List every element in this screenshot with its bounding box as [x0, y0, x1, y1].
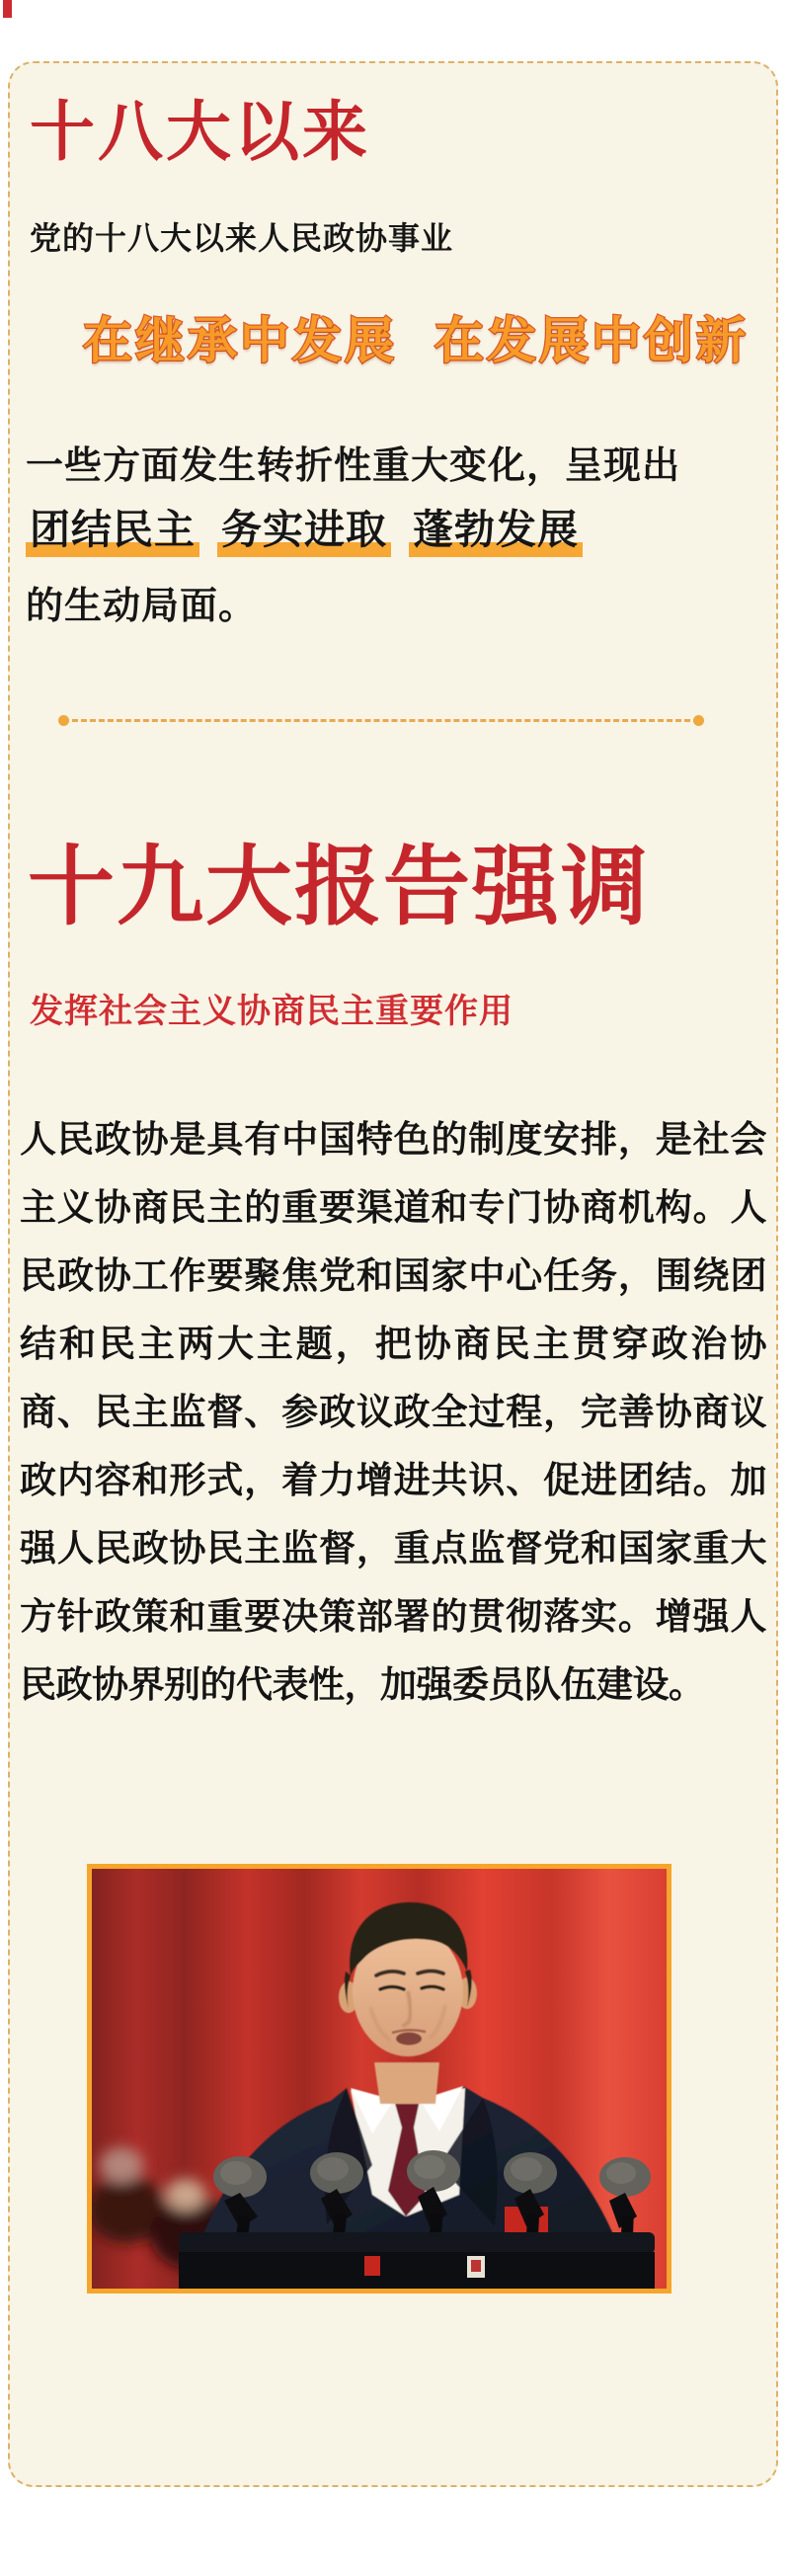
slogan-part-2: 在发展中创新 — [434, 313, 749, 368]
slogan-line — [83, 314, 749, 368]
section-18th-title: 十八大以来 — [30, 97, 370, 169]
slogan-part-1: 在继承中发展 — [83, 313, 397, 368]
badge-red — [364, 2256, 380, 2276]
highlight-phrase-1: 团结民主 — [26, 507, 199, 557]
top-left-red-marker — [3, 0, 12, 18]
body-line-after-highlights: 的生动局面。 — [26, 586, 258, 627]
highlight-phrase-3: 蓬勃发展 — [409, 507, 583, 557]
highlight-line — [26, 497, 600, 555]
body-line-before-highlights: 一些方面发生转折性重大变化，呈现出 — [26, 445, 681, 487]
neck — [374, 2062, 439, 2104]
section-18th-lead: 党的十八大以来人民政协事业 — [30, 220, 454, 256]
speech-photo-illustration — [92, 1869, 667, 2289]
speech-photo — [87, 1864, 672, 2294]
section-19th-subtitle: 发挥社会主义协商民主重要作用 — [30, 993, 514, 1030]
section-19th-title: 十九大报告强调 — [28, 841, 651, 936]
dashed-divider — [63, 719, 699, 722]
podium-rail — [179, 2232, 655, 2254]
highlight-phrase-2: 务实进取 — [217, 507, 391, 557]
section-19th-paragraph: 人民政协是具有中国特色的制度安排，是社会主义协商民主的重要渠道和专门协商机构。人民政协工作要聚焦党和国家中心任务，围绕团结和民主两大主题，把协商民主贯穿政治协商、民主监督、参政议政全过程，完善协商议政内容和形式，着力增进共识、促进团结。加强人民政协民主监督，重点监督党和国家重大方针政策和重要决策部署的贯彻落实。增强人民政协界别的代表性，加强委员队伍建设。 — [20, 1120, 766, 1706]
